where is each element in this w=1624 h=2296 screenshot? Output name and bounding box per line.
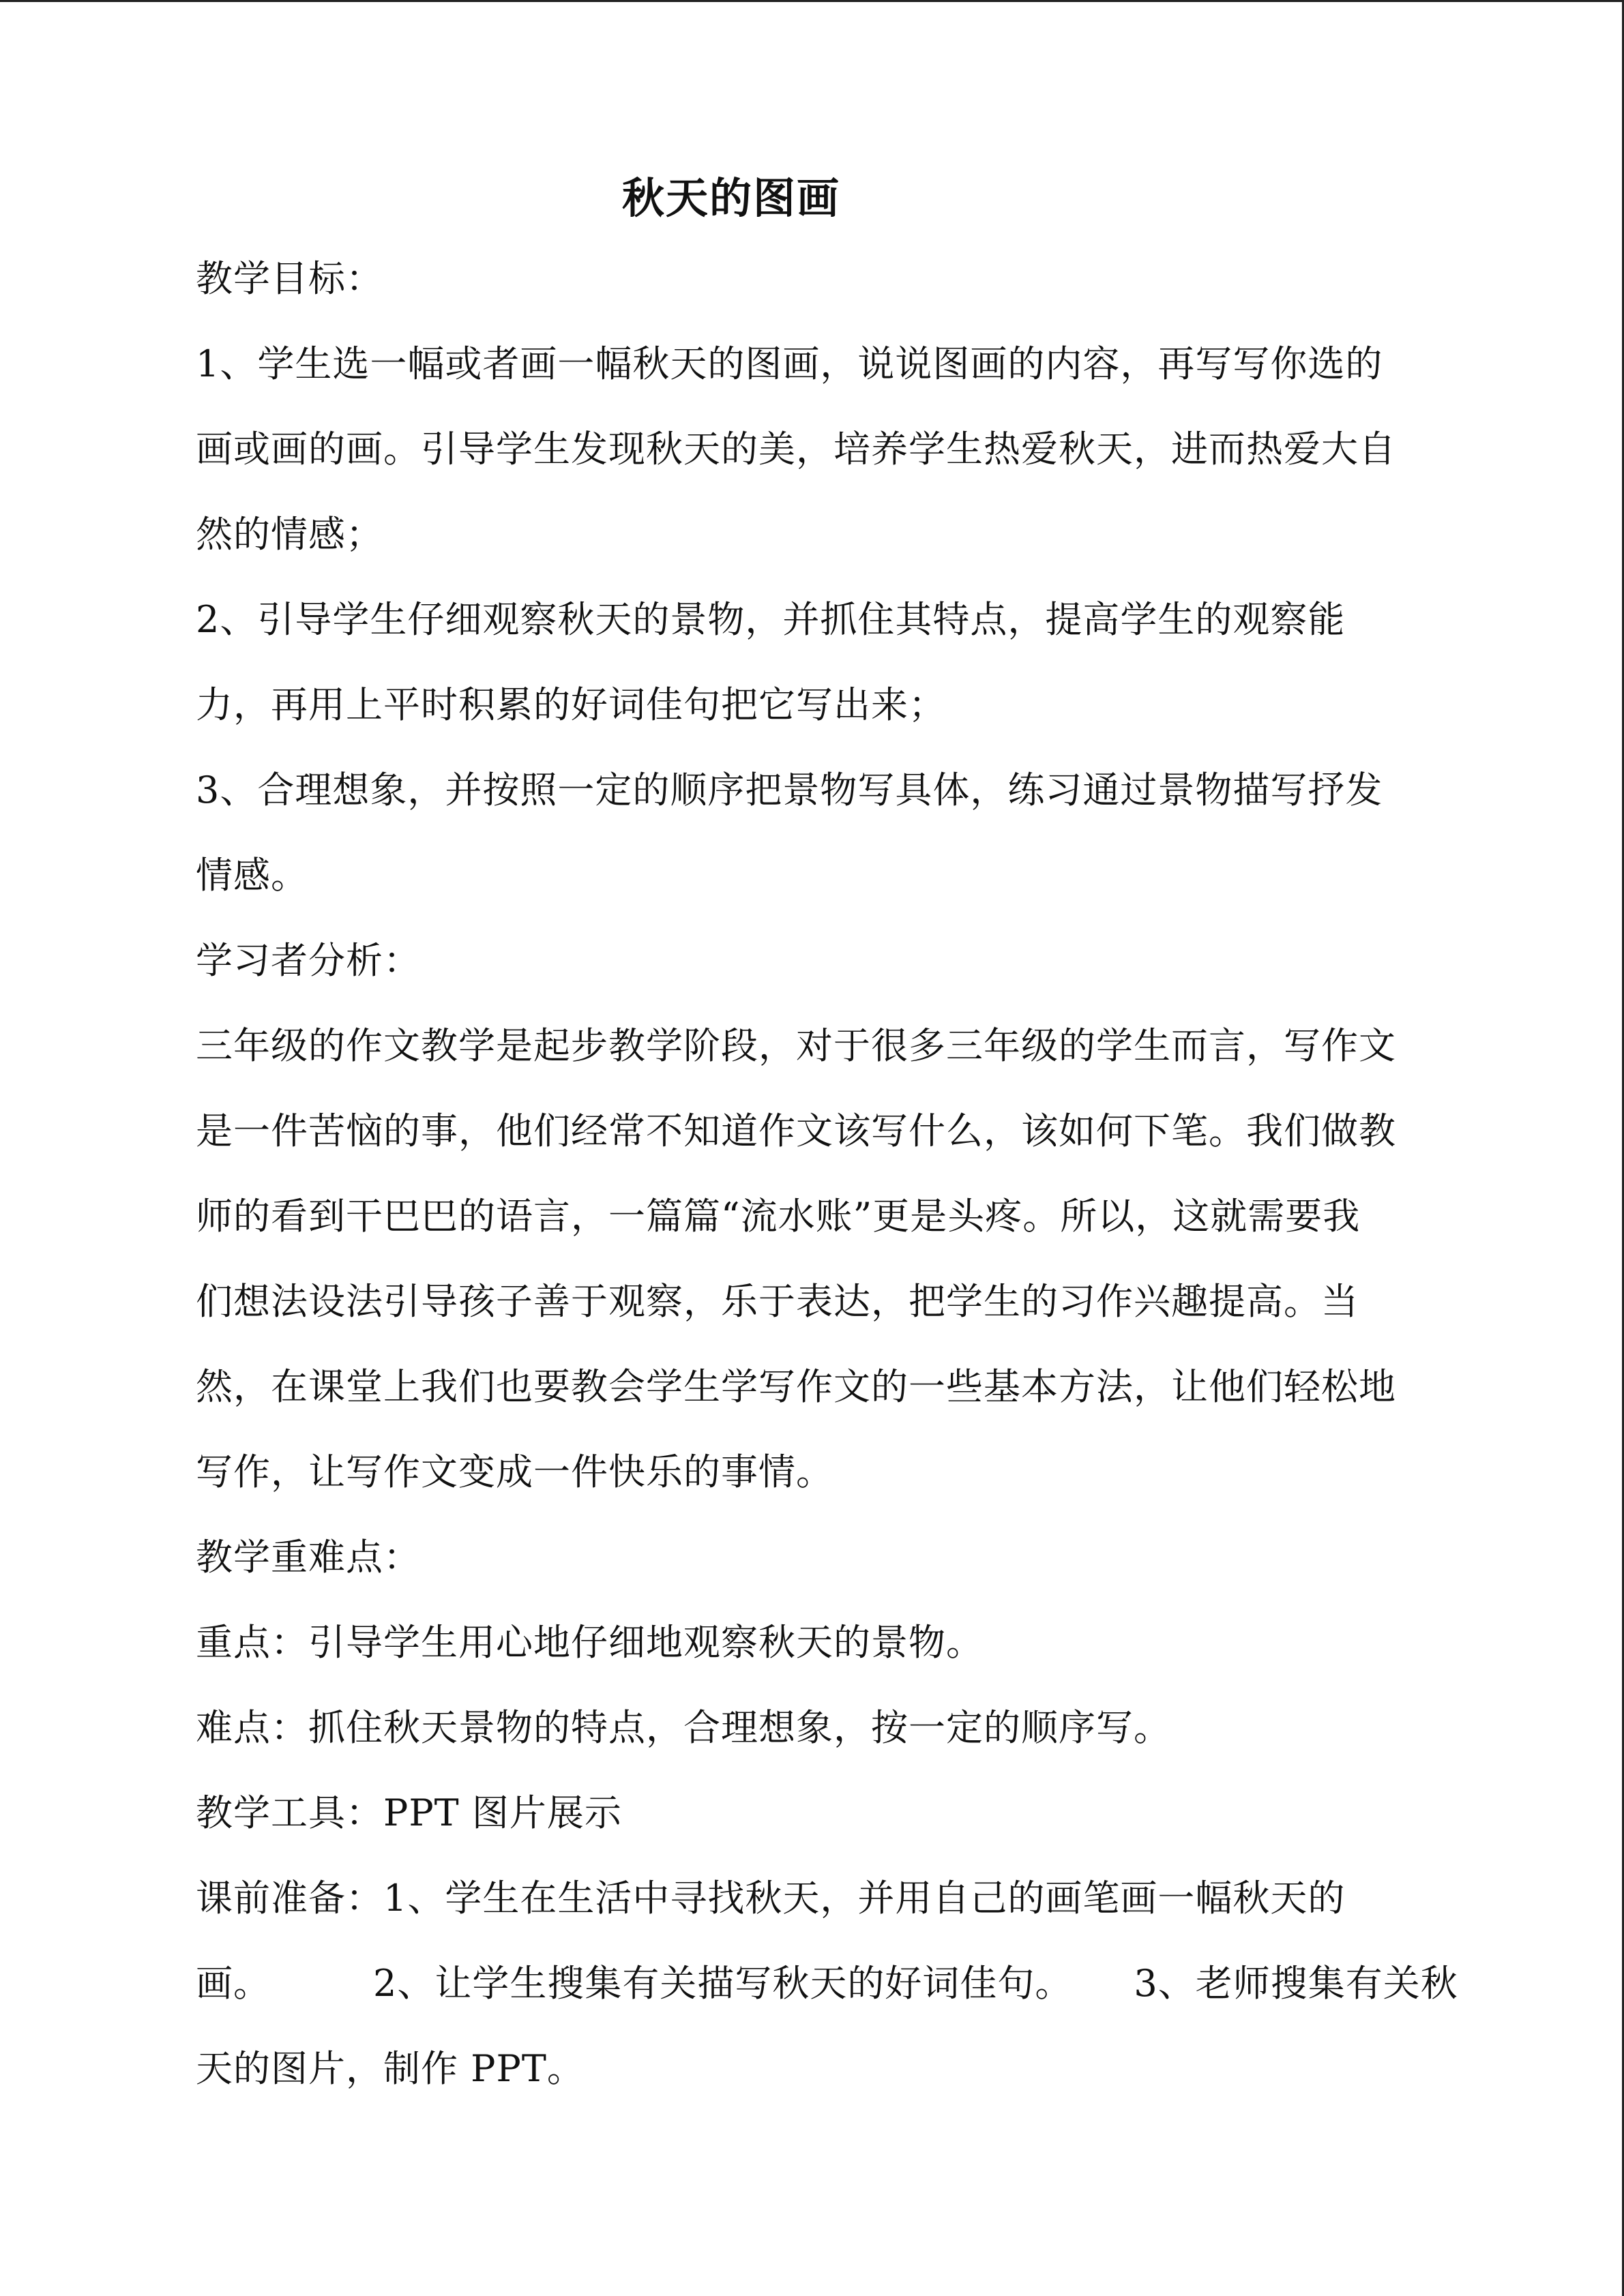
paragraph-line: 课前准备：1、学生在生活中寻找秋天，并用自己的画笔画一幅秋天的: [196, 1877, 1346, 1920]
document-title: 秋天的图画: [621, 173, 840, 223]
paragraph-line: 教学工具：PPT 图片展示: [196, 1791, 622, 1834]
paragraph-line: 然，在课堂上我们也要教会学生学写作文的一些基本方法，让他们轻松地: [196, 1365, 1396, 1408]
paragraph-line: 写作，让写作文变成一件快乐的事情。: [196, 1450, 833, 1493]
paragraph-line: 是一件苦恼的事，他们经常不知道作文该写什么，该如何下笔。我们做教: [196, 1109, 1396, 1152]
prep-part-1: 画。: [196, 1962, 271, 2005]
paragraph-line: [196, 1941, 1458, 2026]
document-body: [196, 161, 1458, 2111]
paragraph-line: 画或画的画。引导学生发现秋天的美，培养学生热爱秋天，进而热爱大自: [196, 428, 1396, 471]
prep-part-2: 2、让学生搜集有关描写秋天的好词佳句。: [373, 1962, 1073, 2005]
paragraph-line: 们想法设法引导孩子善于观察，乐于表达，把学生的习作兴趣提高。当: [196, 1280, 1359, 1323]
paragraph-line: 重点：引导学生用心地仔细地观察秋天的景物。: [196, 1621, 984, 1664]
paragraph-line: 3、合理想象，并按照一定的顺序把景物写具体，练习通过景物描写抒发: [196, 769, 1383, 811]
heading-key-points: 教学重难点：: [196, 1536, 421, 1579]
paragraph-line: 力，再用上平时积累的好词佳句把它写出来；: [196, 683, 946, 726]
prep-part-3: 3、老师搜集有关秋: [1134, 1962, 1458, 2005]
paragraph-line: 三年级的作文教学是起步教学阶段，对于很多三年级的学生而言，写作文: [196, 1024, 1396, 1067]
paragraph-line: 然的情感；: [196, 513, 383, 556]
paragraph-line: 难点：抓住秋天景物的特点，合理想象，按一定的顺序写。: [196, 1706, 1171, 1749]
paragraph-line: 师的看到干巴巴的语言，一篇篇“流水账”更是头疼。所以，这就需要我: [196, 1195, 1361, 1238]
paragraph-line: 情感。: [196, 854, 308, 897]
heading-teaching-goals: 教学目标：: [196, 257, 383, 300]
heading-learner-analysis: 学习者分析：: [196, 939, 421, 982]
paragraph-line: 天的图片，制作 PPT。: [196, 2047, 585, 2090]
paragraph-line: 1、学生选一幅或者画一幅秋天的图画，说说图画的内容，再写写你选的: [196, 342, 1383, 385]
paragraph-line: 2、引导学生仔细观察秋天的景物，并抓住其特点，提高学生的观察能: [196, 598, 1346, 641]
